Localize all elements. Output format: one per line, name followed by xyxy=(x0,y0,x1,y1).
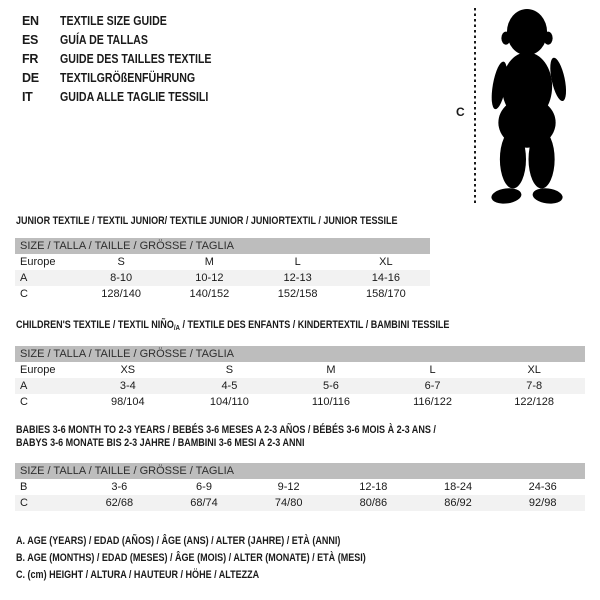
junior-row-age xyxy=(15,270,430,286)
height-cell: 74/80 xyxy=(274,497,303,509)
size-cell: XL xyxy=(527,364,541,376)
row-label: Europe xyxy=(20,256,56,268)
height-measure-label: C xyxy=(456,105,465,119)
children-row-europe xyxy=(15,362,585,378)
row-label: A xyxy=(20,380,28,392)
height-cell: 86/92 xyxy=(444,497,472,509)
row-label: C xyxy=(20,396,28,408)
babies-size-header-label: SIZE / TALLA / TAILLE / GRÖSSE / TAGLIA xyxy=(20,465,234,477)
months-cell: 3-6 xyxy=(111,481,128,493)
junior-size-header-bar xyxy=(15,238,430,254)
children-row-height xyxy=(15,394,585,410)
language-row-en xyxy=(22,11,238,30)
size-cell: XS xyxy=(120,364,136,376)
age-cell: 12-13 xyxy=(283,272,312,284)
children-row-age xyxy=(15,378,585,394)
junior-section-title xyxy=(16,215,481,227)
note-a-text: A. AGE (YEARS) / EDAD (AÑOS) / ÂGE (ANS) / ALTER (JAHRE) / ETÀ (ANNI) xyxy=(16,535,341,547)
legend-notes xyxy=(16,535,443,586)
months-cell: 24-36 xyxy=(528,481,557,493)
size-cell: M xyxy=(204,256,214,268)
note-b-text: B. AGE (MONTHS) / EDAD (MESES) / ÂGE (MOIS) / ALTER (MONATE) / ETÀ (MESI) xyxy=(16,552,366,564)
age-cell: 14-16 xyxy=(371,272,400,284)
junior-row-height xyxy=(15,286,430,302)
babies-section-title-line2: BABYS 3-6 MONATE BIS 2-3 JAHRE / BAMBINI 3-6 MESI A 2-3 ANNI xyxy=(16,436,305,449)
age-cell: 7-8 xyxy=(526,380,543,392)
height-cell: 62/68 xyxy=(105,497,134,509)
row-label: A xyxy=(20,272,28,284)
row-label: B xyxy=(20,481,28,493)
height-cell: 68/74 xyxy=(190,497,218,509)
language-title-it: GUIDA ALLE TAGLIE TESSILI xyxy=(60,89,209,104)
months-cell: 9-12 xyxy=(277,481,300,493)
children-title-pre: CHILDREN'S TEXTILE / TEXTIL NIÑO xyxy=(16,319,174,331)
language-code-en: EN xyxy=(22,13,39,28)
row-label: Europe xyxy=(20,364,56,376)
months-cell: 12-18 xyxy=(359,481,388,493)
junior-section-title-text: JUNIOR TEXTILE / TEXTIL JUNIOR/ TEXTILE JUNIOR / JUNIORTEXTIL / JUNIOR TESSILE xyxy=(16,215,398,227)
note-a xyxy=(16,535,443,552)
height-dashed-line xyxy=(474,8,476,205)
note-b xyxy=(16,552,443,569)
height-cell: 158/170 xyxy=(365,288,406,300)
note-c-text: C. (cm) HEIGHT / ALTURA / HAUTEUR / HÖHE / ALTEZZA xyxy=(16,569,260,581)
height-cell: 110/116 xyxy=(311,396,351,408)
children-size-table xyxy=(15,346,585,410)
language-title-de: TEXTILGRÖßENFÜHRUNG xyxy=(60,70,196,85)
babies-size-header-bar xyxy=(15,463,585,479)
language-code-es: ES xyxy=(22,32,39,47)
language-code-de: DE xyxy=(22,70,39,85)
babies-row-height xyxy=(15,495,585,511)
height-cell: 116/122 xyxy=(413,396,453,408)
height-cell: 122/128 xyxy=(514,396,555,408)
row-label: C xyxy=(20,497,28,509)
row-label: C xyxy=(20,288,28,300)
language-row-de xyxy=(22,68,238,87)
size-cell: XL xyxy=(379,256,393,268)
height-cell: 80/86 xyxy=(359,497,388,509)
age-cell: 5-6 xyxy=(323,380,339,392)
babies-section-title xyxy=(16,424,528,449)
language-title-es: GUÍA DE TALLAS xyxy=(60,32,148,47)
junior-size-table xyxy=(15,238,430,302)
baby-silhouette-icon xyxy=(481,6,570,207)
height-cell: 98/104 xyxy=(110,396,145,408)
size-cell: M xyxy=(326,364,336,376)
children-size-header-label: SIZE / TALLA / TAILLE / GRÖSSE / TAGLIA xyxy=(20,348,234,360)
children-size-header-bar xyxy=(15,346,585,362)
language-row-fr xyxy=(22,49,238,68)
age-cell: 10-12 xyxy=(195,272,224,284)
size-cell: L xyxy=(294,256,301,268)
height-cell: 92/98 xyxy=(528,497,557,509)
months-cell: 6-9 xyxy=(196,481,212,493)
height-cell: 128/140 xyxy=(101,288,141,300)
junior-size-header-label: SIZE / TALLA / TAILLE / GRÖSSE / TAGLIA xyxy=(20,240,234,252)
size-cell: S xyxy=(225,364,234,376)
children-section-title xyxy=(16,319,545,332)
size-cell: L xyxy=(429,364,436,376)
age-cell: 6-7 xyxy=(424,380,441,392)
language-title-list xyxy=(22,11,238,106)
children-title-subscript: /A xyxy=(173,323,180,332)
junior-row-europe xyxy=(15,254,430,270)
months-cell: 18-24 xyxy=(443,481,473,493)
size-cell: S xyxy=(117,256,125,268)
language-code-it: IT xyxy=(22,89,33,104)
babies-section-title-line1: BABIES 3-6 MONTH TO 2-3 YEARS / BEBÉS 3-6 MESES A 2-3 AÑOS / BÉBÉS 3-6 MOIS À 2-3 ANS / xyxy=(16,424,436,436)
babies-size-table xyxy=(15,463,585,511)
language-row-it xyxy=(22,87,238,106)
age-cell: 8-10 xyxy=(110,272,133,284)
children-section-title-text xyxy=(16,319,449,332)
note-c xyxy=(16,569,443,586)
children-title-post: / TEXTILE DES ENFANTS / KINDERTEXTIL / BAMBINI TESSILE xyxy=(179,319,450,331)
age-cell: 4-5 xyxy=(221,380,238,392)
language-code-fr: FR xyxy=(22,51,39,66)
height-cell: 104/110 xyxy=(209,396,249,408)
language-title-fr: GUIDE DES TAILLES TEXTILE xyxy=(60,51,212,66)
babies-row-months xyxy=(15,479,585,495)
height-cell: 140/152 xyxy=(189,288,230,300)
language-title-en: TEXTILE SIZE GUIDE xyxy=(60,13,167,28)
age-cell: 3-4 xyxy=(119,380,136,392)
language-row-es xyxy=(22,30,238,49)
height-cell: 152/158 xyxy=(277,288,318,300)
